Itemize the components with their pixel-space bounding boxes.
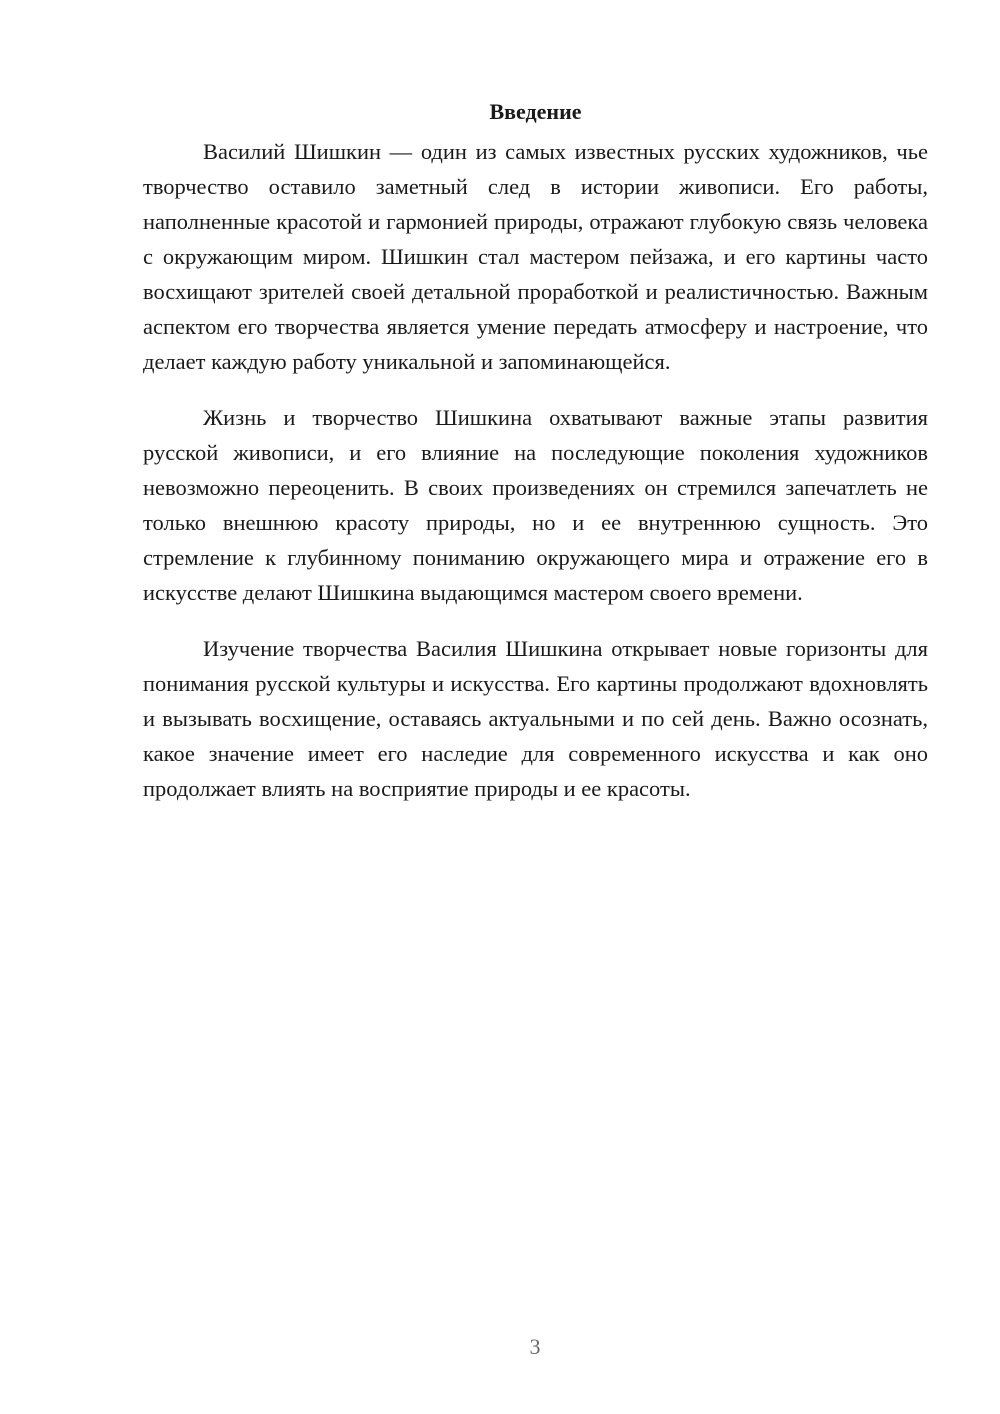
paragraph-1: Василий Шишкин — один из самых известных русских художников, чье творчество оставило заметный след в истории живописи. Его работы, наполненные красотой и гармонией природы, отражают глубокую связь человека с окружающим миром. Шишкин стал мастером пейзажа, и его картины часто восхищают зрителей своей детальной проработкой и реалистичностью. Важным аспектом его творчества является умение передать атмосферу и настроение, что делает каждую работу уникальной и запоминающейся. xyxy=(143,139,928,374)
page-content xyxy=(143,97,928,827)
paragraph-3: Изучение творчества Василия Шишкина открывает новые горизонты для понимания русской культуры и искусства. Его картины продолжают вдохновлять и вызывать восхищение, оставаясь актуальными и по сей день. Важно осознать, какое значение имеет его наследие для современного искусства и как оно продолжает влиять на восприятие природы и ее красоты. xyxy=(143,636,928,801)
paragraph-2: Жизнь и творчество Шишкина охватывают важные этапы развития русской живописи, и его влияние на последующие поколения художников невозможно переоценить. В своих произведениях он стремился запечатлеть не только внешнюю красоту природы, но и ее внутреннюю сущность. Это стремление к глубинному пониманию окружающего мира и отражение его в искусстве делают Шишкина выдающимся мастером своего времени. xyxy=(143,405,928,605)
page-number: 3 xyxy=(529,1334,541,1359)
section-title: Введение xyxy=(489,99,582,124)
